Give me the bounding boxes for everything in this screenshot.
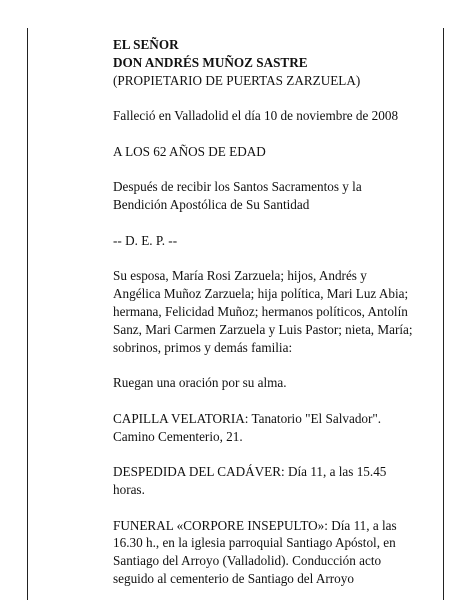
family-list: Su esposa, María Rosi Zarzuela; hijos, Andrés y Angélica Muñoz Zarzuela; hija política, Mari Luz Abia; hermana, Felicidad Muñoz; hermanos políticos, Antolín Sanz, Mari Carmen Zarzuela y Luis Pastor; nieta, María; sobrinos, primos y demás familia: bbox=[113, 268, 413, 355]
farewell-info: DESPEDIDA DEL CADÁVER: Día 11, a las 15.45 horas. bbox=[113, 464, 387, 497]
deceased-name: DON ANDRÉS MUÑOZ SASTRE bbox=[113, 54, 308, 70]
frame-left-border bbox=[27, 28, 28, 600]
title-line-1: EL SEÑOR bbox=[113, 37, 179, 52]
deceased-occupation: (PROPIETARIO DE PUERTAS ZARZUELA) bbox=[113, 72, 361, 88]
obituary-body bbox=[113, 36, 413, 588]
death-notice: Falleció en Valladolid el día 10 de noviembre de 2008 bbox=[113, 108, 399, 124]
funeral-info: FUNERAL «CORPORE INSEPULTO»: Día 11, a las 16.30 h., en la iglesia parroquial Santiago Apóstol, en Santiago del Arroyo (Valladolid). Conducción acto seguido al cementerio de Santiago del Arroyo bbox=[113, 517, 397, 586]
prayer-request: Ruegan una oración por su alma. bbox=[113, 375, 287, 391]
rip-line: -- D. E. P. -- bbox=[113, 232, 178, 248]
chapel-info: CAPILLA VELATORIA: Tanatorio "El Salvador". Camino Cementerio, 21. bbox=[113, 410, 382, 444]
age-notice: A LOS 62 AÑOS DE EDAD bbox=[113, 143, 266, 159]
frame-right-border bbox=[443, 28, 444, 600]
sacraments-notice: Después de recibir los Santos Sacramentos y la Bendición Apostólica de Su Santidad bbox=[113, 179, 362, 213]
